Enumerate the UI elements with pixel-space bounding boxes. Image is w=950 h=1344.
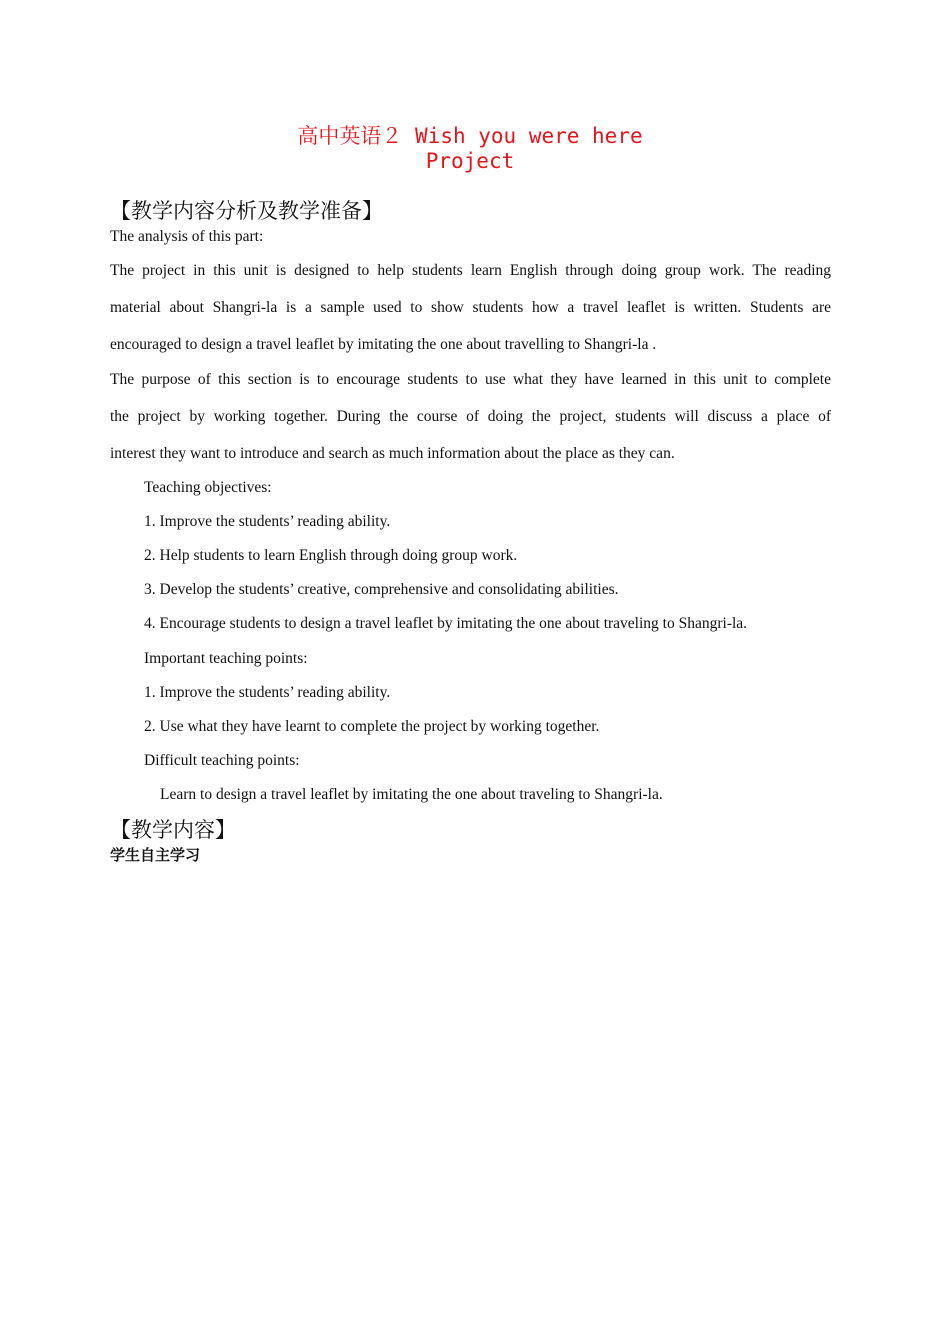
important-points-label: Important teaching points:: [144, 650, 308, 667]
section-heading-content: 【教学内容】: [110, 818, 236, 842]
paragraph-1-line-1: The project in this unit is designed to help students learn English through doing group work. The reading: [110, 262, 831, 279]
paragraph-1-line-3: encouraged to design a travel leaflet by imitating the one about travelling to Shangri-la .: [110, 336, 657, 353]
difficult-points-label: Difficult teaching points:: [144, 752, 300, 769]
analysis-label: The analysis of this part:: [110, 228, 264, 245]
objectives-label: Teaching objectives:: [144, 479, 272, 496]
objective-item: 2. Help students to learn English through doing group work.: [144, 547, 518, 564]
document-title: 高中英语２ Wish you were here: [297, 124, 643, 148]
objective-item: 4. Encourage students to design a travel leaflet by imitating the one about traveling to Shangri-la.: [144, 615, 748, 632]
paragraph-2-line-1: The purpose of this section is to encourage students to use what they have learned in this unit to complete: [110, 371, 831, 388]
document-title-line-2: Project: [425, 149, 515, 173]
paragraph-2-line-2: the project by working together. During the course of doing the project, students will discuss a place of: [110, 408, 831, 425]
subheading-self-study: 学生自主学习: [110, 846, 201, 864]
objective-item: 3. Develop the students’ creative, comprehensive and consolidating abilities.: [144, 581, 619, 598]
difficult-point-item: Learn to design a travel leaflet by imitating the one about traveling to Shangri-la.: [160, 786, 663, 803]
objective-item: 1. Improve the students’ reading ability.: [144, 513, 391, 530]
paragraph-1-line-2: material about Shangri-la is a sample used to show students how a travel leaflet is written. Students are: [110, 299, 831, 316]
section-heading-analysis: 【教学内容分析及教学准备】: [110, 199, 383, 223]
paragraph-2-line-3: interest they want to introduce and search as much information about the place as they can.: [110, 445, 675, 462]
important-point-item: 2. Use what they have learnt to complete the project by working together.: [144, 718, 600, 735]
important-point-item: 1. Improve the students’ reading ability.: [144, 684, 391, 701]
